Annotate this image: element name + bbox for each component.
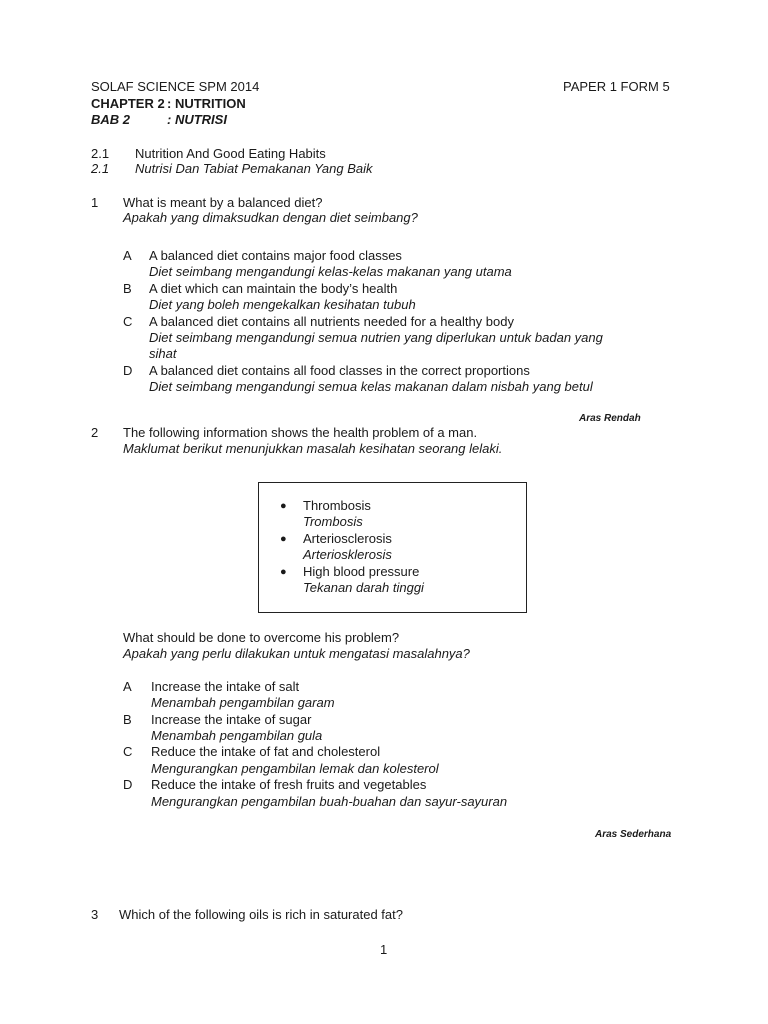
q1-option-letter: A: [123, 248, 132, 263]
q2-option-letter: A: [123, 679, 132, 694]
box-item-en: Thrombosis: [303, 498, 371, 513]
bullet: ●: [280, 500, 287, 512]
box-item-ms: Arteriosklerosis: [303, 547, 392, 562]
header-right: PAPER 1 FORM 5: [563, 79, 670, 94]
q2-option-letter: C: [123, 744, 133, 759]
q1-question-en: What is meant by a balanced diet?: [123, 195, 323, 210]
header-left: SOLAF SCIENCE SPM 2014: [91, 79, 260, 94]
q3-question-en: Which of the following oils is rich in saturated fat?: [119, 907, 403, 922]
box-item-en: High blood pressure: [303, 564, 420, 579]
q2-number: 2: [91, 425, 99, 440]
q2-option-ms: Menambah pengambilan gula: [151, 728, 323, 743]
q1-level: Aras Rendah: [579, 413, 641, 424]
section-number-ms: 2.1: [91, 161, 110, 176]
section-number: 2.1: [91, 146, 110, 161]
q2-question-ms: Apakah yang perlu dilakukan untuk mengatasi masalahnya?: [123, 646, 470, 661]
bab-title: : NUTRISI: [167, 112, 227, 127]
q1-option-ms: Diet seimbang mengandungi semua kelas makanan dalam nisbah yang betul: [149, 379, 593, 394]
box-item-en: Arteriosclerosis: [303, 531, 392, 546]
q2-option-letter: B: [123, 712, 132, 727]
section-title-en: Nutrition And Good Eating Habits: [135, 146, 326, 161]
q1-option-letter: B: [123, 281, 132, 296]
q2-option-en: Reduce the intake of fresh fruits and vegetables: [151, 777, 427, 792]
q2-option-en: Increase the intake of salt: [151, 679, 300, 694]
q1-option-ms: Diet seimbang mengandungi semua nutrien yang diperlukan untuk badan yang: [149, 330, 603, 345]
q1-option-en: A balanced diet contains all food classes in the correct proportions: [149, 363, 530, 378]
q2-intro-en: The following information shows the health problem of a man.: [123, 425, 478, 440]
q2-option-ms: Mengurangkan pengambilan lemak dan kolesterol: [151, 761, 439, 776]
q1-option-en: A diet which can maintain the body’s health: [149, 281, 398, 296]
q1-option-ms: Diet seimbang mengandungi kelas-kelas makanan yang utama: [149, 264, 512, 279]
box-item-ms: Trombosis: [303, 514, 363, 529]
q1-option-ms-cont: sihat: [149, 346, 177, 361]
q1-option-en: A balanced diet contains all nutrients needed for a healthy body: [149, 314, 514, 329]
bab-label: BAB 2: [91, 112, 131, 127]
q1-option-letter: C: [123, 314, 133, 329]
chapter-title: : NUTRITION: [167, 96, 246, 111]
q2-option-letter: D: [123, 777, 133, 792]
bullet: ●: [280, 566, 287, 578]
q2-intro-ms: Maklumat berikut menunjukkan masalah kesihatan seorang lelaki.: [123, 441, 503, 456]
q1-question-ms: Apakah yang dimaksudkan dengan diet seimbang?: [123, 210, 418, 225]
q1-option-en: A balanced diet contains major food classes: [149, 248, 402, 263]
q2-level: Aras Sederhana: [595, 829, 672, 840]
q2-option-en: Increase the intake of sugar: [151, 712, 312, 727]
q1-number: 1: [91, 195, 99, 210]
q1-option-letter: D: [123, 363, 133, 378]
page-number: 1: [380, 942, 388, 957]
box-item-ms: Tekanan darah tinggi: [303, 580, 424, 595]
q2-question-en: What should be done to overcome his problem?: [123, 630, 400, 645]
q1-option-ms: Diet yang boleh mengekalkan kesihatan tubuh: [149, 297, 416, 312]
q2-option-ms: Menambah pengambilan garam: [151, 695, 335, 710]
section-title-ms: Nutrisi Dan Tabiat Pemakanan Yang Baik: [135, 161, 373, 176]
q2-option-en: Reduce the intake of fat and cholesterol: [151, 744, 381, 759]
bullet: ●: [280, 533, 287, 545]
chapter-label: CHAPTER 2: [91, 96, 165, 111]
q3-number: 3: [91, 907, 99, 922]
q2-option-ms: Mengurangkan pengambilan buah-buahan dan sayur-sayuran: [151, 794, 508, 809]
